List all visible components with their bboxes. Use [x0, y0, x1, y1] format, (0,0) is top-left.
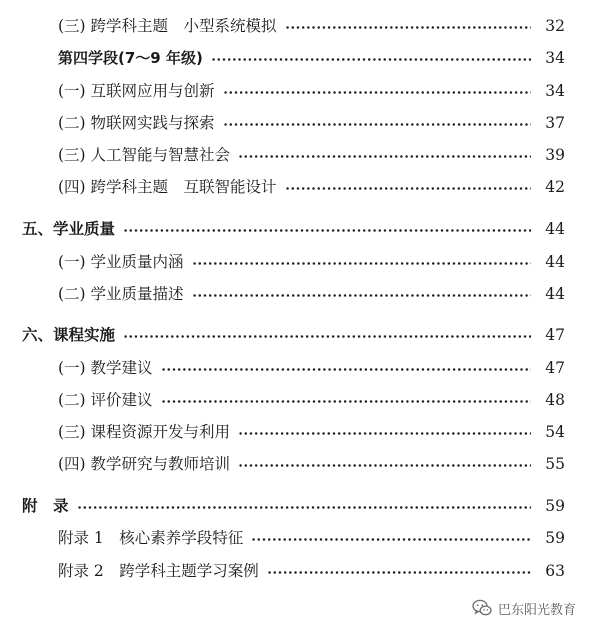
toc-entry-page: 47	[545, 359, 565, 377]
toc-entry	[0, 175, 601, 199]
toc-entry	[0, 452, 601, 476]
toc-entry-label: (四) 教学研究与教师培训	[58, 455, 231, 473]
toc-entry-label: (三) 跨学科主题 小型系统模拟	[58, 17, 277, 35]
toc-entry-page: 55	[545, 455, 565, 473]
toc-entry-label: (一) 学业质量内涵	[58, 253, 184, 271]
toc-section-heading: 第四学段(7～9 年级)	[58, 49, 203, 67]
wechat-icon	[472, 599, 492, 617]
toc-entry	[0, 282, 601, 306]
dot-leader	[238, 432, 531, 435]
toc-entry-label: 附录 2 跨学科主题学习案例	[58, 562, 259, 580]
dot-leader	[267, 571, 531, 574]
toc-entry	[0, 14, 601, 38]
toc-entry-page: 39	[545, 146, 565, 164]
toc-entry	[0, 559, 601, 583]
toc-chapter-label: 附 录	[22, 497, 69, 515]
toc-entry	[0, 420, 601, 444]
dot-leader	[285, 26, 531, 29]
toc-entry-page: 44	[545, 285, 565, 303]
toc-entry-page: 54	[545, 423, 565, 441]
dot-leader	[161, 368, 531, 371]
toc-entry-label: (二) 学业质量描述	[58, 285, 184, 303]
toc-entry-page: 37	[545, 114, 565, 132]
toc-entry	[0, 356, 601, 380]
dot-leader	[192, 294, 531, 297]
toc-entry-page: 32	[545, 17, 565, 35]
toc-entry-page: 34	[545, 82, 565, 100]
toc-entry-label: (二) 评价建议	[58, 391, 153, 409]
dot-leader	[123, 335, 531, 338]
toc-entry-label: (二) 物联网实践与探索	[58, 114, 215, 132]
toc-entry	[0, 46, 601, 70]
toc-entry-label: (三) 课程资源开发与利用	[58, 423, 231, 441]
dot-leader	[251, 538, 531, 541]
dot-leader	[223, 123, 531, 126]
toc-entry	[0, 111, 601, 135]
watermark-text: 巴东阳光教育	[498, 602, 577, 618]
toc-entry	[0, 526, 601, 550]
toc-entry-page: 47	[545, 326, 565, 344]
dot-leader	[238, 155, 531, 158]
toc-entry	[0, 79, 601, 103]
dot-leader	[223, 91, 531, 94]
toc-chapter	[0, 494, 601, 518]
toc-entry	[0, 388, 601, 412]
toc-entry-page: 34	[545, 49, 565, 67]
toc-entry-page: 63	[545, 562, 565, 580]
toc-entry-label: (一) 互联网应用与创新	[58, 82, 215, 100]
toc-entry-page: 42	[545, 178, 565, 196]
toc-entry-label: 附录 1 核心素养学段特征	[58, 529, 244, 547]
dot-leader	[238, 464, 531, 467]
dot-leader	[123, 229, 531, 232]
toc-entry	[0, 143, 601, 167]
dot-leader	[77, 506, 531, 509]
toc-entry-page: 44	[545, 220, 565, 238]
toc-entry-page: 59	[545, 529, 565, 547]
toc-chapter	[0, 323, 601, 347]
toc-entry	[0, 250, 601, 274]
toc-entry-label: (四) 跨学科主题 互联智能设计	[58, 178, 277, 196]
dot-leader	[161, 400, 531, 403]
dot-leader	[285, 187, 531, 190]
toc-chapter-label: 六、课程实施	[22, 326, 116, 344]
dot-leader	[211, 58, 531, 61]
watermark	[472, 597, 576, 619]
toc-entry-page: 48	[545, 391, 565, 409]
toc-entry-label: (三) 人工智能与智慧社会	[58, 146, 231, 164]
dot-leader	[192, 262, 531, 265]
toc-entry-page: 59	[545, 497, 565, 515]
toc-entry-page: 44	[545, 253, 565, 271]
toc-chapter-label: 五、学业质量	[22, 220, 116, 238]
toc-chapter	[0, 217, 601, 241]
toc-entry-label: (一) 教学建议	[58, 359, 153, 377]
